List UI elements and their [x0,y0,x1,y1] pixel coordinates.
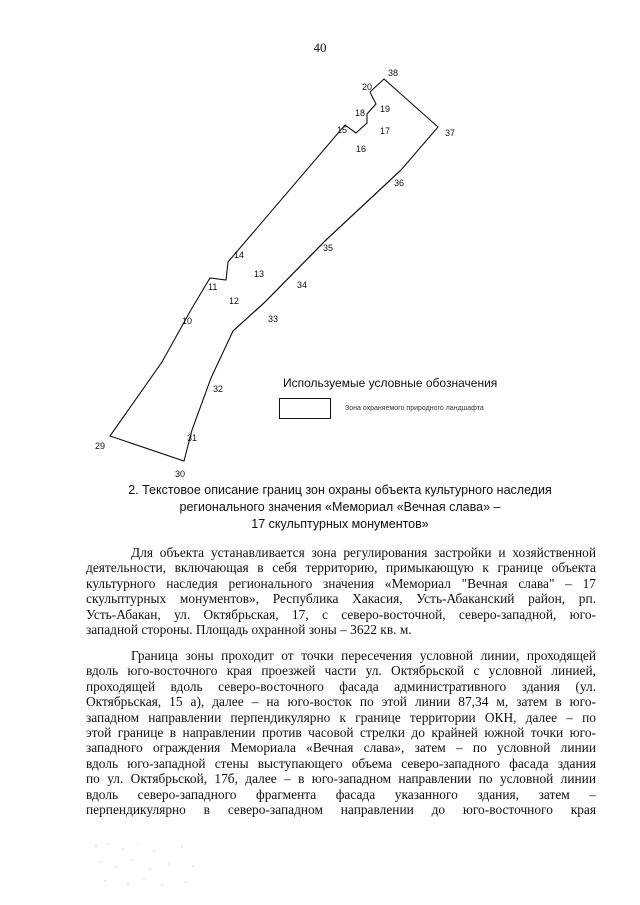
boundary-point-label: 34 [297,280,308,290]
boundary-point-label: 13 [254,269,265,279]
boundary-point-label: 15 [337,125,348,135]
text-line: вдоль юго-западной стены выступающего объема северо-западного фасада здания [86,755,596,771]
paragraph-boundary-route [86,648,596,817]
legend-item-label: Зона охраняемого природного ландшафта [345,405,484,412]
boundary-point-label: 17 [380,126,391,136]
heading-line: 2. Текстовое описание границ зон охраны объекта культурного наследия [128,483,552,497]
heading-line: регионального значения «Мемориал «Вечная слава» – [179,500,501,514]
boundary-point-label: 19 [380,104,391,114]
text-line: деятельности, включающая в себя территорию, примыкающую к границе объекта [86,560,596,576]
boundary-point-label: 10 [182,316,193,326]
boundary-outline [110,79,438,461]
page-number: 40 [313,40,327,55]
heading-line: 17 скульптурных монументов» [251,517,429,531]
text-line: западной стороны. Площадь охранной зоны – 3622 кв. м. [86,622,412,638]
boundary-point-label: 38 [388,68,399,78]
text-line: Усть-Абакан, ул. Октябрьская, 17, с северо-восточной, северо-западной, юго- [86,606,596,622]
boundary-point-label: 31 [187,433,198,443]
text-line: вдоль северо-западного фрагмента фасада указанного здания, затем – [86,786,596,802]
boundary-point-label: 35 [323,243,334,253]
legend-swatch [279,398,331,419]
text-line: западного ограждения Мемориала «Вечная слава», затем – по условной линии [86,740,596,756]
text-line: Октябрьская, 15 а), далее – на юго-восток по этой линии 87,34 м, затем в юго- [86,694,596,710]
boundary-point-label: 11 [208,282,218,292]
boundary-point-label: 14 [234,250,245,260]
boundary-point-label: 32 [213,384,224,394]
boundary-point-label: 29 [95,441,106,451]
legend-title: Используемые условные обозначения [283,376,498,390]
section-heading [100,482,580,533]
text-line: вдоль юго-восточного края проезжей части ул. Октябрьской с условной линией, [86,663,596,679]
text-line: Для объекта устанавливается зона регулирования застройки и хозяйственной [131,545,596,560]
boundary-point-label: 16 [356,144,367,154]
text-line: культурного наследия регионального значения «Мемориал "Вечная слава" – 17 [86,575,596,591]
text-line: проходящей вдоль северо-восточного фасада административного здания (ул. [86,678,596,694]
scan-noise [92,840,202,890]
text-line: Граница зоны проходит от точки пересечения условной линии, проходящей [131,648,596,663]
boundary-point-label: 20 [362,82,373,92]
text-line: по ул. Октябрьской, 17б, далее – в юго-западном направлении по условной линии [86,771,596,787]
text-line: этой границе в направлении против часовой стрелки до крайней южной точки юго- [86,725,596,741]
boundary-point-label: 33 [268,314,279,324]
paragraph-zone-description [86,545,596,637]
boundary-inner-edge [233,170,401,331]
boundary-point-label: 36 [394,178,405,188]
text-line: скульптурных монументов», Республика Хакасия, Усть-Абаканский район, рп. [86,591,596,607]
boundary-point-label: 18 [355,108,366,118]
text-line: перпендикулярно в северо-западном направлении до юго-восточного края [86,802,596,818]
boundary-point-label: 30 [175,469,186,479]
text-line: западном направлении перпендикулярно к границе территории ОКН, далее – по [86,709,596,725]
boundary-point-label: 12 [229,296,240,306]
boundary-point-label: 37 [445,128,456,138]
